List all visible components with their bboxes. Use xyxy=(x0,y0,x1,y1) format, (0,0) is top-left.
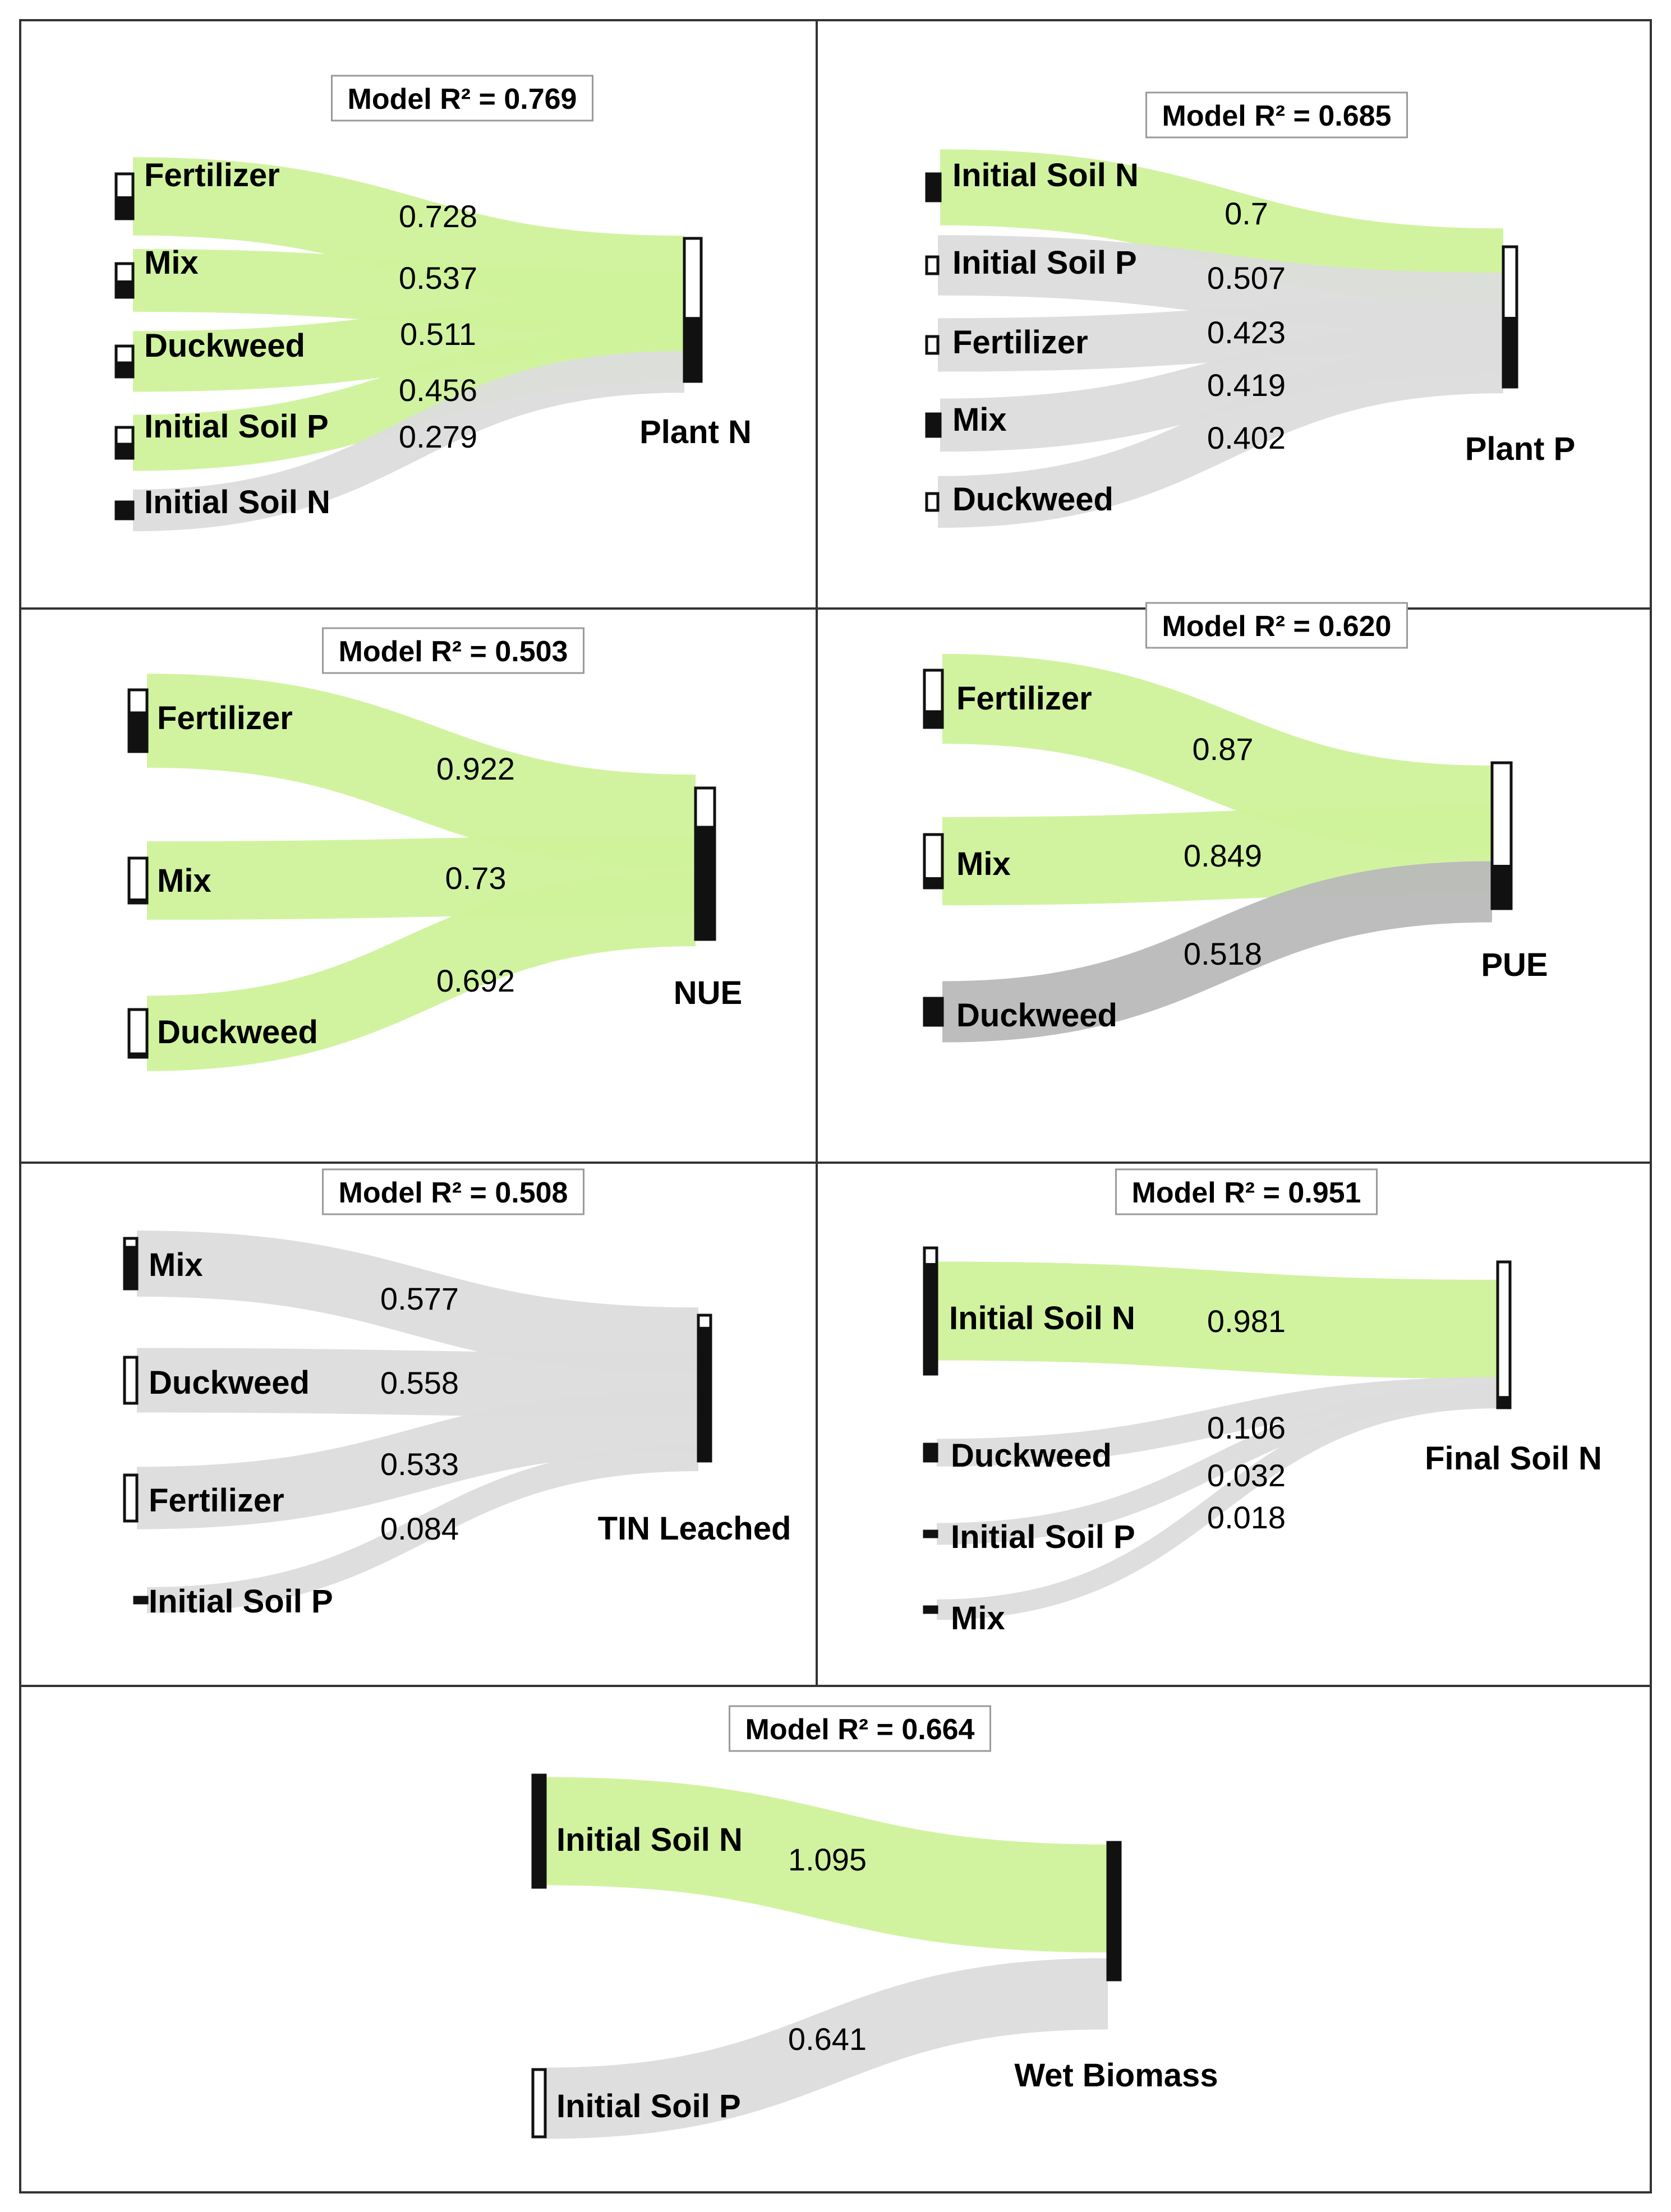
source-label: Mix xyxy=(956,846,1011,882)
source-label: Mix xyxy=(951,1600,1005,1637)
source-node-frame xyxy=(927,337,938,353)
source-label: Initial Soil P xyxy=(149,1583,333,1620)
path-coefficient: 0.641 xyxy=(788,2021,867,2057)
source-label: Duckweed xyxy=(952,481,1113,518)
source-node-fill xyxy=(533,1775,545,1887)
source-node-fill xyxy=(924,1263,937,1374)
path-coefficient: 0.423 xyxy=(1207,315,1286,350)
source-node-fill xyxy=(927,174,940,201)
path-coefficient: 0.106 xyxy=(1207,1410,1286,1445)
source-label: Fertilizer xyxy=(157,700,293,736)
model-r2-box xyxy=(1147,93,1407,137)
target-node xyxy=(1498,1262,1510,1408)
model-r2-text: Model R² = 0.503 xyxy=(338,635,568,668)
path-coefficient: 0.456 xyxy=(398,372,478,408)
model-r2-text: Model R² = 0.664 xyxy=(745,1713,975,1746)
path-coefficient: 0.018 xyxy=(1207,1500,1286,1535)
links xyxy=(147,721,696,1034)
panel-nue xyxy=(129,628,742,1057)
path-coefficient: 0.558 xyxy=(380,1365,459,1400)
target-label: Plant N xyxy=(639,414,752,450)
source-node-fill xyxy=(116,196,133,219)
source-node-fill xyxy=(129,898,147,903)
source-node-fill xyxy=(924,877,942,888)
target-node-fill xyxy=(1492,865,1511,909)
target-label: Plant P xyxy=(1465,431,1576,467)
source-label: Fertilizer xyxy=(149,1482,284,1519)
source-node-frame xyxy=(533,2070,545,2137)
path-coefficient: 0.922 xyxy=(436,751,515,786)
path-coefficient: 0.419 xyxy=(1207,367,1286,403)
source-node-fill xyxy=(924,710,942,727)
panel-tin-leached xyxy=(125,1169,791,1620)
source-node-fill xyxy=(116,362,133,377)
source-label: Duckweed xyxy=(956,997,1117,1034)
target-label: NUE xyxy=(673,975,743,1011)
target-node-frame xyxy=(1498,1262,1510,1408)
panels xyxy=(116,76,1602,2137)
source-label: Duckweed xyxy=(157,1014,318,1050)
model-r2-box xyxy=(1147,603,1407,648)
path-coefficient: 1.095 xyxy=(788,1842,867,1877)
source-node-fill xyxy=(125,1246,137,1289)
target-node-fill xyxy=(684,317,701,381)
model-r2-text: Model R² = 0.620 xyxy=(1162,610,1392,643)
target-label: PUE xyxy=(1481,947,1548,983)
path-coefficient: 0.533 xyxy=(380,1446,459,1482)
model-r2-box xyxy=(730,1706,991,1751)
path-coefficient: 0.577 xyxy=(380,1281,459,1316)
source-node-frame xyxy=(125,1475,137,1521)
model-r2-box xyxy=(1116,1169,1377,1214)
target-label: Wet Biomass xyxy=(1014,2057,1218,2094)
target-node-fill xyxy=(1108,1842,1120,1980)
target-node-fill xyxy=(698,1327,711,1461)
source-node-fill xyxy=(924,1531,937,1537)
model-r2-text: Model R² = 0.769 xyxy=(347,83,577,116)
source-label: Mix xyxy=(149,1247,203,1283)
model-r2-text: Model R² = 0.508 xyxy=(338,1177,568,1209)
path-coefficient: 0.032 xyxy=(1207,1458,1286,1493)
source-label: Initial Soil N xyxy=(949,1300,1135,1337)
source-node-fill xyxy=(924,1607,937,1612)
panel-final-soil-n xyxy=(924,1169,1602,1637)
source-node-fill xyxy=(924,1444,937,1461)
model-r2-box xyxy=(323,1169,584,1214)
target-node xyxy=(684,238,701,381)
source-node-fill xyxy=(129,1053,147,1058)
target-node xyxy=(1503,247,1517,387)
path-coefficient: 0.518 xyxy=(1183,936,1263,971)
source-label: Initial Soil N xyxy=(952,157,1139,193)
source-label: Mix xyxy=(144,245,199,281)
panel-pue xyxy=(924,603,1548,1034)
source-label: Initial Soil N xyxy=(144,484,330,520)
source-label: Mix xyxy=(952,402,1007,438)
target-label: TIN Leached xyxy=(597,1510,791,1547)
panel-wet-biomass xyxy=(533,1706,1218,2137)
path-coefficient: 0.981 xyxy=(1207,1303,1286,1339)
source-label: Fertilizer xyxy=(956,680,1092,717)
path-coefficient: 0.507 xyxy=(1207,260,1286,296)
source-node-frame xyxy=(927,494,938,510)
model-r2-text: Model R² = 0.685 xyxy=(1162,100,1392,132)
model-r2-box xyxy=(323,628,584,673)
source-node-frame xyxy=(129,858,147,903)
source-label: Fertilizer xyxy=(144,157,280,193)
source-node-frame xyxy=(129,1010,147,1057)
target-node xyxy=(698,1315,711,1461)
panel-plant-n xyxy=(116,76,752,520)
source-node-frame xyxy=(125,1357,137,1403)
path-coefficient: 0.728 xyxy=(398,199,478,234)
source-node-fill xyxy=(129,712,147,752)
source-label: Initial Soil P xyxy=(951,1519,1135,1555)
target-node xyxy=(696,788,715,939)
source-label: Initial Soil P xyxy=(556,2088,741,2125)
path-coefficient: 0.084 xyxy=(380,1511,459,1546)
source-node-fill xyxy=(927,414,940,436)
source-label: Initial Soil P xyxy=(144,408,329,445)
target-node-fill xyxy=(696,826,715,940)
source-label: Fertilizer xyxy=(952,324,1088,361)
panel-plant-p xyxy=(927,93,1575,518)
source-label: Initial Soil P xyxy=(952,245,1137,281)
source-node-fill xyxy=(116,443,133,459)
target-node xyxy=(1108,1842,1120,1980)
path-coefficient: 0.537 xyxy=(398,260,478,296)
model-r2-box xyxy=(332,76,593,121)
path-coefficient: 0.402 xyxy=(1207,420,1286,455)
path-coefficient: 0.692 xyxy=(436,963,515,998)
source-node-fill xyxy=(116,280,133,297)
source-node-fill xyxy=(924,998,942,1025)
target-node-fill xyxy=(1503,317,1517,387)
target-node xyxy=(1492,763,1511,909)
source-label: Duckweed xyxy=(149,1365,310,1401)
source-label: Duckweed xyxy=(951,1437,1112,1474)
path-coefficient: 0.7 xyxy=(1225,196,1268,231)
source-label: Initial Soil N xyxy=(556,1822,743,1858)
path-coefficient: 0.849 xyxy=(1183,838,1263,873)
model-r2-text: Model R² = 0.951 xyxy=(1131,1177,1361,1209)
source-node-frame xyxy=(927,257,938,274)
path-coefficient: 0.279 xyxy=(398,419,478,454)
source-node-fill xyxy=(116,502,133,519)
path-coefficient: 0.73 xyxy=(445,860,507,896)
path-coefficient: 0.87 xyxy=(1192,731,1254,767)
source-node-fill xyxy=(135,1597,147,1603)
source-label: Duckweed xyxy=(144,328,305,364)
target-label: Final Soil N xyxy=(1425,1440,1602,1477)
target-node-fill xyxy=(1498,1396,1510,1408)
path-coefficient: 0.511 xyxy=(400,316,476,352)
source-label: Mix xyxy=(157,863,211,899)
